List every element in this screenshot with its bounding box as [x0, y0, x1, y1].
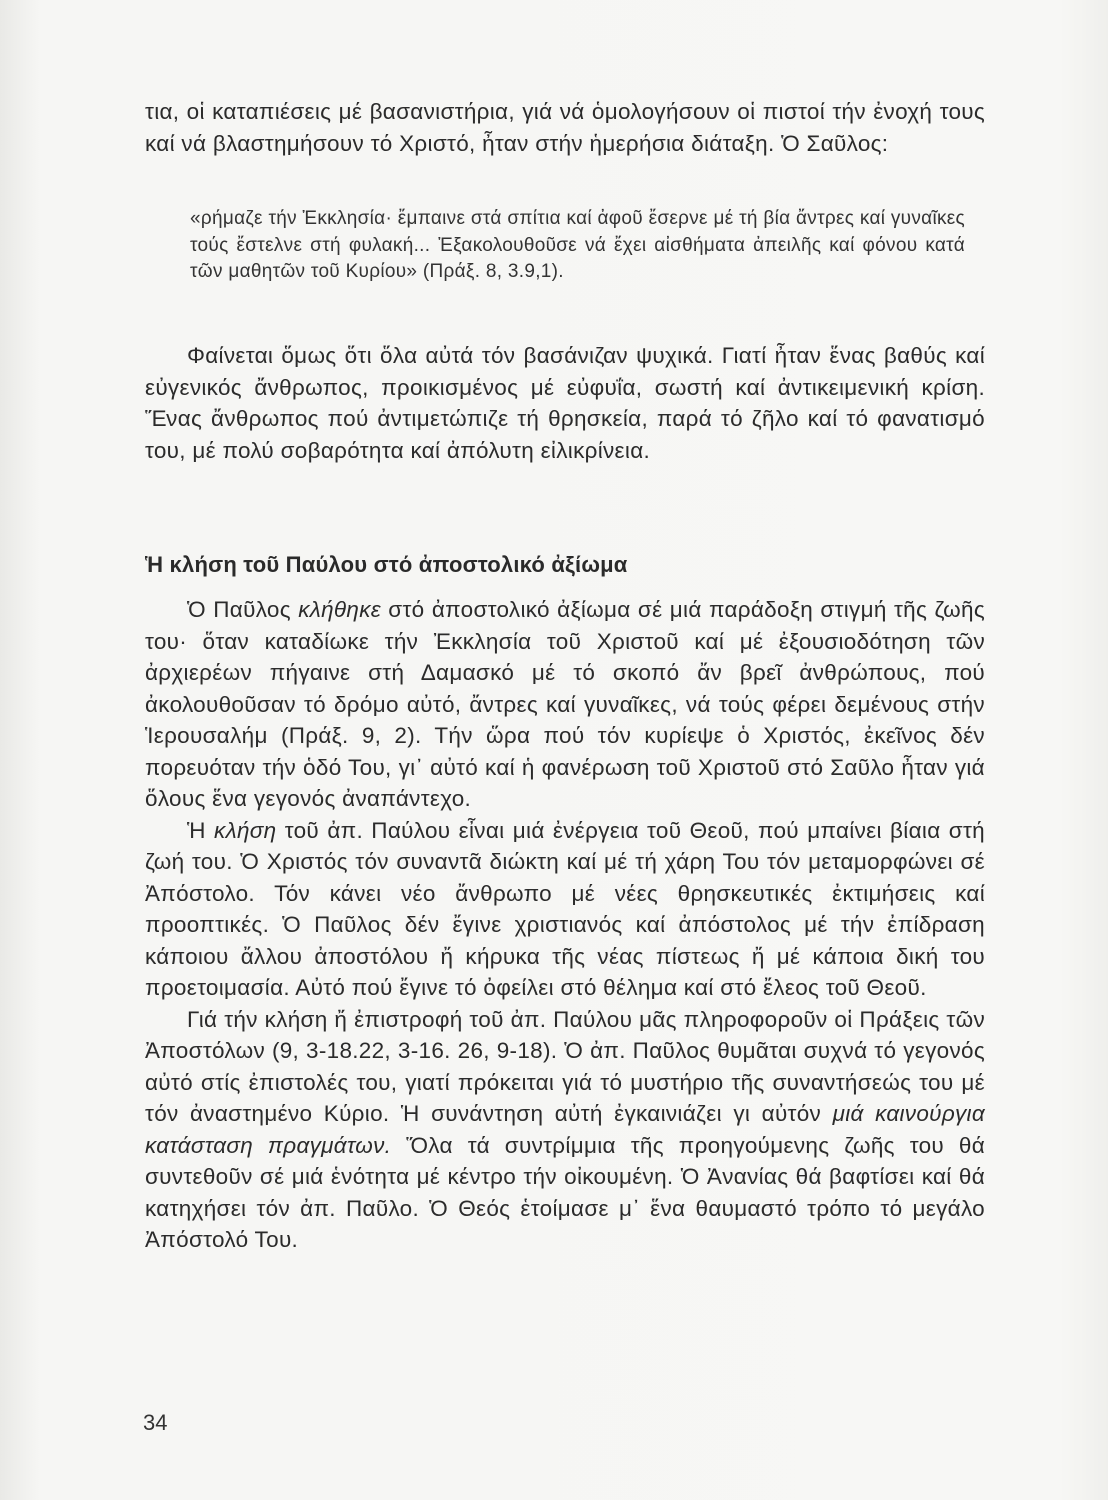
paragraph-3-emphasis: κλήθηκε [298, 597, 381, 622]
paragraph-5-emphasis: μιά καινούργια κατάσταση πραγμάτων. [145, 1101, 985, 1158]
paragraph-3-start: Ὁ Παῦλος [187, 597, 299, 622]
paragraph-5-start: Γιά τήν κλήση ἤ ἐπιστροφή τοῦ ἀπ. Παύλου μᾶς πληροφοροῦν οἱ Πράξεις τῶν Ἀποστόλων (9, 3-18.22, 3-16. 26, 9-18). Ὁ ἀπ. Παῦλος θυμᾶται συχνά τό γεγονός αὐτό στίς ἐπιστολές του, γιατί πρόκειται γιά τό μυστήριο τῆς συναντήσεώς του μέ τόν ἀναστημένο Κύριο. Ἡ συνάντηση αὐτή ἐγκαινιάζει γι αὐτόν [145, 1006, 985, 1126]
section-heading: Ἡ κλήση τοῦ Παύλου στό ἀποστολικό ἀξίωμα [145, 552, 628, 577]
paragraph-4-emphasis: κλήση [214, 817, 277, 843]
quote-text: «ρήμαζε τήν Ἐκκλησία· ἔμπαινε στά σπίτια καί ἀφοῦ ἔσερνε μέ τή βία ἄντρες καί γυναῖκες τούς ἔστελνε στή φυλακή... Ἐξακολουθοῦσε νά ἔχει αἰσθήματα ἀπειλῆς καί φόνου κατά τῶν μαθητῶν τοῦ Κυρίου» (Πράξ. 8, 3.9,1). [190, 208, 965, 282]
paragraph-1-text: τια, οἱ καταπιέσεις μέ βασανιστήρια, γιά νά ὁμολογήσουν οἱ πιστοί τήν ἐνοχή τους καί νά βλαστημήσουν τό Χριστό, ἦταν στήν ἡμερήσια διάταξη. Ὁ Σαῦλος: [145, 99, 985, 156]
paragraph-4-start: Ἡ [187, 817, 215, 843]
paragraph-4-rest: τοῦ ἀπ. Παύλου εἶναι μιά ἐνέργεια τοῦ Θεοῦ, πού μπαίνει βίαια στή ζωή του. Ὁ Χριστός τόν συναντᾶ διώκτη καί μέ τή χάρη Του τόν μεταμορφώνει σέ Ἀπόστολο. Τόν κάνει νέο ἄνθρωπο μέ νέες θρησκευτικές ἐκτιμήσεις καί προοπτικές. Ὁ Παῦλος δέν ἔγινε χριστιανός καί ἀπόστολος μέ τήν ἐπίδραση κάποιου ἄλλου ἀποστόλου ἤ κήρυκα τῆς νέας πίστεως ἤ μέ κάποια δική του προετοιμασία. Αὐτό πού ἔγινε τό ὀφείλει στό θέλημα καί στό ἔλεος τοῦ Θεοῦ. [145, 817, 985, 1000]
paragraph-4 [145, 815, 985, 1004]
paragraph-5-rest: Ὅλα τά συντρίμμια τῆς προηγούμενης ζωῆς του θά συντεθοῦν σέ μιά ἑνότητα μέ κέντρο τήν οἰκουμένη. Ὁ Ἀνανίας θά βαφτίσει καί θά κατηχήσει τόν ἀπ. Παῦλο. Ὁ Θεός ἑτοίμασε μ᾽ ἕνα θαυμαστό τρόπο τό μεγάλο Ἀπόστολό Του. [145, 1132, 986, 1252]
paragraph-2 [145, 340, 985, 466]
paragraph-continuation [145, 96, 985, 159]
section-body [145, 594, 985, 1256]
page-number: 34 [143, 1410, 168, 1435]
block-quote [190, 206, 965, 286]
paragraph-3-rest: στό ἀποστολικό ἀξίωμα σέ μιά παράδοξη στιγμή τῆς ζωῆς του· ὅταν καταδίωκε τήν Ἐκκλησία τοῦ Χριστοῦ καί μέ ἐξουσιοδότηση τῶν ἀρχιερέων πήγαινε στή Δαμασκό μέ τό σκοπό ἄν βρεῖ ἀνθρώπους, πού ἀκολουθοῦσαν τό δρόμο αὐτό, ἄντρες καί γυναῖκες, νά τούς φέρει δεμένους στήν Ἱερουσαλήμ (Πράξ. 9, 2). Τήν ὥρα πού τόν κυρίεψε ὁ Χριστός, ἐκεῖνος δέν πορευόταν τήν ὁδό Του, γι᾽ αὐτό καί ἡ φανέρωση τοῦ Χριστοῦ στό Σαῦλο ἦταν γιά ὅλους ἕνα γεγονός ἀναπάντεχο. [145, 597, 985, 811]
paragraph-5 [145, 1004, 985, 1256]
paragraph-2-text: Φαίνεται ὅμως ὅτι ὅλα αὐτά τόν βασάνιζαν ψυχικά. Γιατί ἦταν ἕνας βαθύς καί εὐγενικός ἄνθρωπος, προικισμένος μέ εὐφυΐα, σωστή καί ἀντικειμενική κρίση. Ἕνας ἄνθρωπος πού ἀντιμετώπιζε τή θρησκεία, παρά τό ζῆλο καί τό φανατισμό του, μέ πολύ σοβαρότητα καί ἀπόλυτη εἰλικρίνεια. [145, 343, 985, 463]
paragraph-3 [145, 594, 985, 815]
